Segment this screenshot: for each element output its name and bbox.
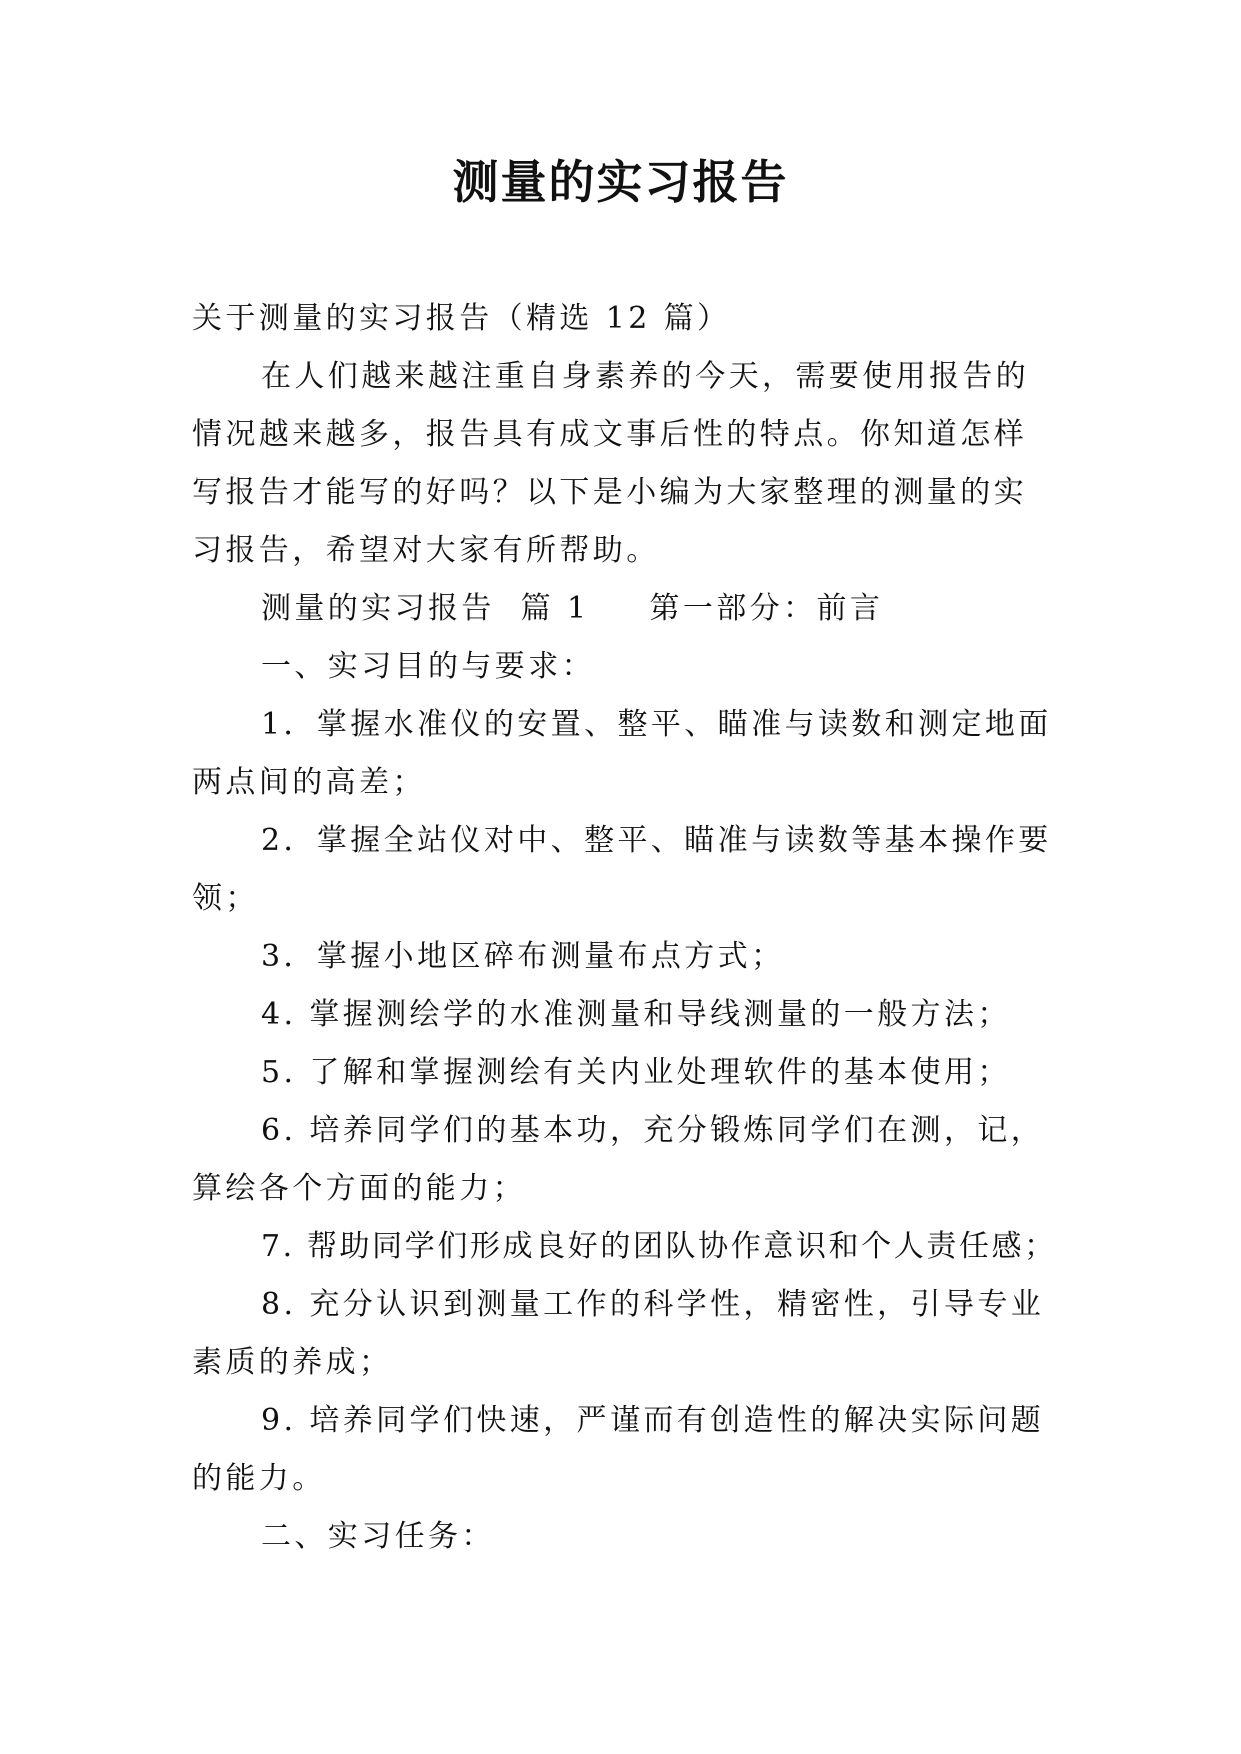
intro-paragraph: 在人们越来越注重自身素养的今天，需要使用报告的情况越来越多，报告具有成文事后性的特点。你知道怎样写报告才能写的好吗？以下是小编为大家整理的测量的实习报告，希望对大家有所帮助。 xyxy=(192,359,1030,568)
document-body xyxy=(192,290,1057,1566)
objective-item-3: 3．掌握小地区碎布测量布点方式； xyxy=(261,939,785,974)
objective-item-6: 6. 培养同学们的基本功，充分锻炼同学们在测，记，算绘各个方面的能力； xyxy=(192,1113,1045,1206)
objective-item-1: 1．掌握水准仪的安置、整平、瞄准与读数和测定地面两点间的高差； xyxy=(192,707,1052,800)
objective-item-8: 8. 充分认识到测量工作的科学性，精密性，引导专业素质的养成； xyxy=(192,1287,1045,1380)
objective-item-2: 2．掌握全站仪对中、整平、瞄准与读数等基本操作要领； xyxy=(192,823,1052,916)
objective-item-4: 4. 掌握测绘学的水准测量和导线测量的一般方法； xyxy=(261,997,1011,1032)
objective-item-7: 7. 帮助同学们形成良好的团队协作意识和个人责任感； xyxy=(261,1229,1057,1264)
section-heading xyxy=(192,580,1052,638)
objectives-heading: 一、实习目的与要求： xyxy=(261,649,595,684)
section-part-label: 测量的实习报告 篇 1 xyxy=(261,591,590,626)
objective-item-9: 9. 培养同学们快速，严谨而有创造性的解决实际问题的能力。 xyxy=(192,1403,1045,1496)
section-label: 第一部分：前言 xyxy=(649,591,884,626)
objective-item-5: 5. 了解和掌握测绘有关内业处理软件的基本使用； xyxy=(261,1055,1011,1090)
tasks-heading: 二、实习任务： xyxy=(261,1519,495,1554)
document-subtitle: 关于测量的实习报告（精选 12 篇） xyxy=(192,301,731,336)
document-title: 测量的实习报告 xyxy=(452,155,789,209)
